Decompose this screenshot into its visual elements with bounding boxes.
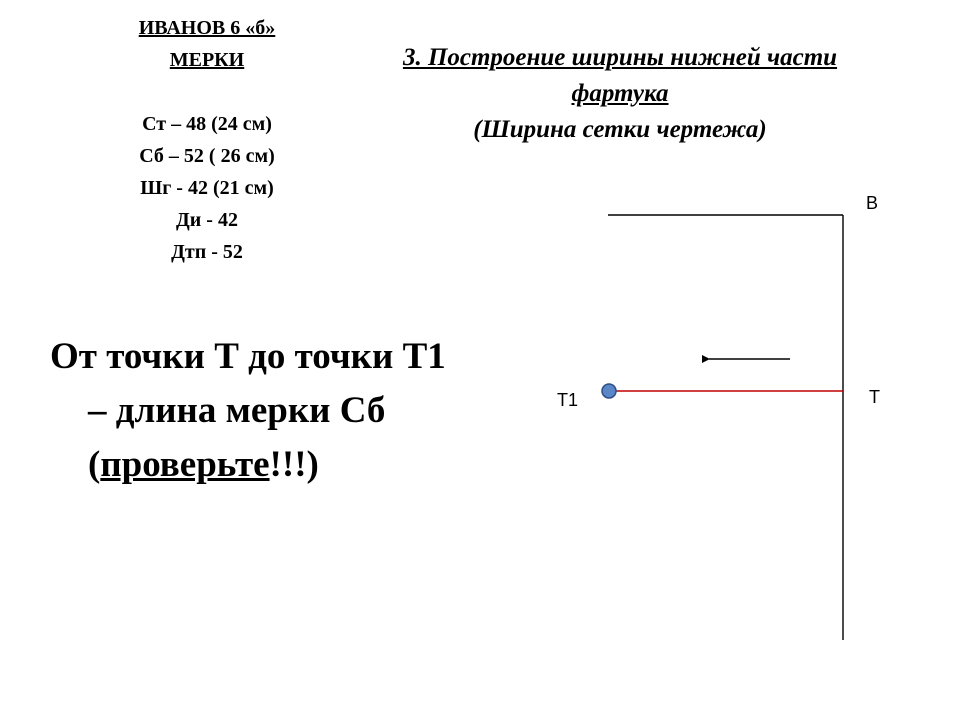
paren-open: ( [88, 444, 101, 485]
point-label-t1: Т1 [557, 390, 579, 410]
point-label-t: Т [869, 387, 880, 407]
point-t1-marker [602, 384, 616, 398]
measure-dtp: Дтп - 52 [171, 241, 243, 263]
measures-heading: МЕРКИ [169, 49, 245, 71]
measure-di: Ди - 42 [176, 209, 238, 231]
measure-sb: Сб – 52 ( 26 см) [139, 145, 275, 167]
point-label-b: В [866, 193, 879, 213]
instruction-line-1: От точки Т до точки Т1 [50, 336, 446, 377]
measure-shg: Шг - 42 (21 см) [140, 177, 274, 199]
heading-line-3: (Ширина сетки чертежа) [473, 116, 767, 143]
exclamation-tail: !!!) [269, 444, 319, 485]
instruction-line-2: – длина мерки Сб [88, 390, 386, 431]
check-emphasis: проверьте [100, 444, 270, 485]
student-name: ИВАНОВ 6 «б» [138, 17, 276, 39]
measure-st: Ст – 48 (24 см) [142, 113, 272, 135]
heading-line-1: 3. Построение ширины нижней части [402, 44, 838, 71]
heading-line-2: фартука [571, 80, 669, 107]
